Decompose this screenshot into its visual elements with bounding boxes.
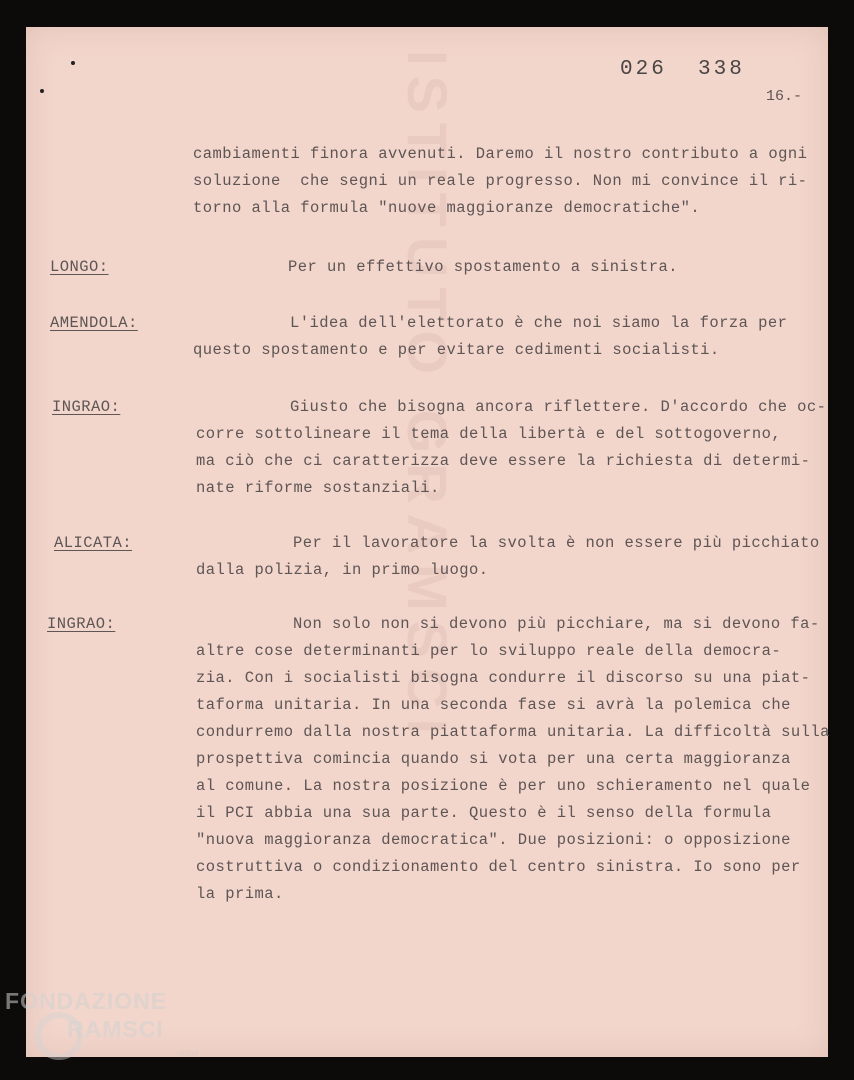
text-line: Giusto che bisogna ancora riflettere. D'accordo che oc-	[290, 398, 827, 416]
text-line: al comune. La nostra posizione è per uno schieramento nel quale	[196, 777, 811, 795]
logo-line-2: RAMSCI	[67, 1016, 164, 1042]
text-line: altre cose determinanti per lo sviluppo reale della democra-	[196, 642, 782, 660]
text-line: torno alla formula "nuove maggioranze democratiche".	[193, 199, 701, 217]
text-line: condurremo dalla nostra piattaforma unitaria. La difficoltà sulla	[196, 723, 830, 741]
text-line: la prima.	[196, 885, 284, 903]
text-line: costruttiva o condizionamento del centro sinistra. Io sono per	[196, 858, 801, 876]
text-line: corre sottolineare il tema della libertà e del sottogoverno,	[196, 425, 782, 443]
text-line: Non solo non si devono più picchiare, ma si devono fa-	[293, 615, 820, 633]
text-line: cambiamenti finora avvenuti. Daremo il nostro contributo a ogni	[193, 145, 808, 163]
speaker-label: INGRAO:	[52, 398, 121, 416]
ink-mark	[71, 61, 75, 65]
text-line: Per un effettivo spostamento a sinistra.	[288, 258, 679, 276]
text-line: nate riforme sostanziali.	[196, 479, 440, 497]
text-line: L'idea dell'elettorato è che noi siamo la forza per	[290, 314, 788, 332]
page-number: 16.-	[766, 88, 803, 105]
text-line: Per il lavoratore la svolta è non essere più picchiato	[293, 534, 820, 552]
text-line: il PCI abbia una sua parte. Questo è il senso della formula	[196, 804, 772, 822]
ink-mark	[40, 89, 44, 93]
logo-line-1: FONDAZIONE	[5, 988, 168, 1014]
background-watermark: ISTITUTO GRAMSCI	[396, 50, 459, 745]
text-line: soluzione che segni un reale progresso. Non mi convince il ri-	[193, 172, 808, 190]
text-line: zia. Con i socialisti bisogna condurre il discorso su una piat-	[196, 669, 811, 687]
text-line: ma ciò che ci caratterizza deve essere la richiesta di determi-	[196, 452, 811, 470]
text-line: "nuova maggioranza democratica". Due posizioni: o opposizione	[196, 831, 791, 849]
speaker-label: AMENDOLA:	[50, 314, 138, 332]
speaker-label: ALICATA:	[54, 534, 133, 552]
text-line: taforma unitaria. In una seconda fase si avrà la polemica che	[196, 696, 791, 714]
text-line: questo spostamento e per evitare cedimenti socialisti.	[193, 341, 720, 359]
text-line: dalla polizia, in primo luogo.	[196, 561, 489, 579]
text-line: prospettiva comincia quando si vota per una certa maggioranza	[196, 750, 791, 768]
speaker-label: LONGO:	[50, 258, 109, 276]
archive-number-stamp: 026 338	[620, 58, 745, 81]
speaker-label: INGRAO:	[47, 615, 116, 633]
logo-small-text: onlus	[177, 1048, 199, 1058]
